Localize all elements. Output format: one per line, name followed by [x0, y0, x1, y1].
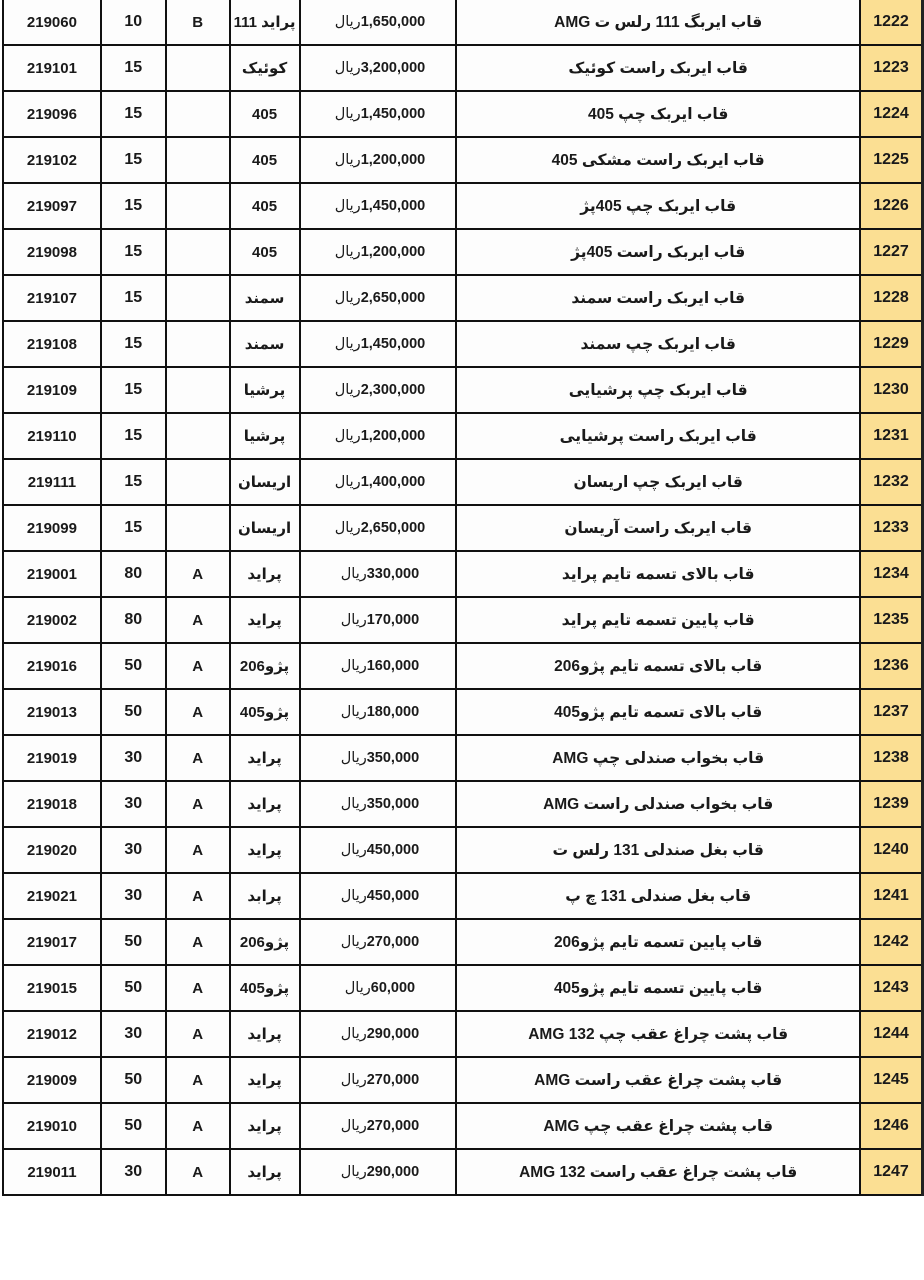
price: [300, 643, 457, 689]
row-number: 1234: [860, 551, 923, 597]
row-number: 1239: [860, 781, 923, 827]
price: [300, 781, 457, 827]
table-row: [3, 45, 923, 91]
price: [300, 0, 457, 45]
price: [300, 137, 457, 183]
table-row: [3, 1057, 923, 1103]
currency-label: ریال: [334, 474, 361, 490]
grade: A: [166, 1011, 230, 1057]
quantity: 15: [101, 367, 166, 413]
table-row: [3, 1149, 923, 1195]
row-number: 1222: [860, 0, 923, 45]
table-row: [3, 275, 923, 321]
car-model: پراید: [230, 781, 300, 827]
row-number: 1232: [860, 459, 923, 505]
car-model: پژو206: [230, 919, 300, 965]
price: [300, 827, 457, 873]
currency-label: ریال: [340, 658, 367, 674]
product-code: 219015: [3, 965, 101, 1011]
price: [300, 505, 457, 551]
row-number: 1242: [860, 919, 923, 965]
price-amount: 330,000: [366, 566, 420, 582]
table-row: [3, 689, 923, 735]
quantity: 50: [101, 643, 166, 689]
product-code: 219098: [3, 229, 101, 275]
price-amount: 1,650,000: [360, 14, 426, 30]
currency-label: ریال: [340, 566, 367, 582]
price-amount: 160,000: [366, 658, 420, 674]
table-row: [3, 413, 923, 459]
item-description: قاب بالای تسمه تایم پژو405: [456, 689, 860, 735]
grade: [166, 275, 230, 321]
currency-label: ریال: [334, 14, 361, 30]
quantity: 15: [101, 413, 166, 459]
price: [300, 689, 457, 735]
grade: A: [166, 827, 230, 873]
row-number: 1230: [860, 367, 923, 413]
price: [300, 551, 457, 597]
grade: A: [166, 643, 230, 689]
price-amount: 180,000: [366, 704, 420, 720]
table-row: [3, 781, 923, 827]
grade: [166, 229, 230, 275]
table-row: [3, 873, 923, 919]
table-row: [3, 183, 923, 229]
product-code: 219001: [3, 551, 101, 597]
price: [300, 183, 457, 229]
price-amount: 1,450,000: [360, 336, 426, 352]
price-amount: 290,000: [366, 1164, 420, 1180]
quantity: 80: [101, 597, 166, 643]
grade: [166, 505, 230, 551]
price-amount: 270,000: [366, 1072, 420, 1088]
grade: B: [166, 0, 230, 45]
grade: [166, 459, 230, 505]
item-description: قاب ایربک راست 405پژ: [456, 229, 860, 275]
grade: [166, 367, 230, 413]
product-code: 219018: [3, 781, 101, 827]
price: [300, 965, 457, 1011]
currency-label: ریال: [340, 1026, 367, 1042]
table-row: [3, 965, 923, 1011]
grade: A: [166, 1057, 230, 1103]
table-row: [3, 1103, 923, 1149]
car-model: پراید: [230, 1057, 300, 1103]
product-code: 219099: [3, 505, 101, 551]
price: [300, 919, 457, 965]
item-description: قاب پشت چراغ عقب چپ AMG 132: [456, 1011, 860, 1057]
currency-label: ریال: [340, 934, 367, 950]
table-row: [3, 827, 923, 873]
item-description: قاب ایربگ 111 رلس ت AMG: [456, 0, 860, 45]
quantity: 50: [101, 1103, 166, 1149]
price: [300, 1011, 457, 1057]
quantity: 30: [101, 1149, 166, 1195]
row-number: 1224: [860, 91, 923, 137]
quantity: 50: [101, 1057, 166, 1103]
price: [300, 459, 457, 505]
product-code: 219021: [3, 873, 101, 919]
grade: A: [166, 873, 230, 919]
currency-label: ریال: [340, 704, 367, 720]
row-number: 1241: [860, 873, 923, 919]
grade: [166, 91, 230, 137]
price-amount: 2,650,000: [360, 520, 426, 536]
quantity: 15: [101, 275, 166, 321]
car-model: پراید: [230, 597, 300, 643]
quantity: 50: [101, 965, 166, 1011]
row-number: 1243: [860, 965, 923, 1011]
currency-label: ریال: [334, 152, 361, 168]
quantity: 30: [101, 781, 166, 827]
quantity: 15: [101, 321, 166, 367]
price-list-table: [2, 0, 924, 1196]
item-description: قاب ایربک راست کوئیک: [456, 45, 860, 91]
product-code: 219020: [3, 827, 101, 873]
price-amount: 1,200,000: [360, 244, 426, 260]
item-description: قاب ایربک چپ اریسان: [456, 459, 860, 505]
price-amount: 170,000: [366, 612, 420, 628]
price-amount: 270,000: [366, 934, 420, 950]
car-model: 405: [230, 91, 300, 137]
product-code: 219017: [3, 919, 101, 965]
car-model: اریسان: [230, 459, 300, 505]
price-amount: 3,200,000: [360, 60, 426, 76]
grade: [166, 321, 230, 367]
table-row: [3, 0, 923, 45]
car-model: پژو405: [230, 689, 300, 735]
grade: [166, 413, 230, 459]
product-code: 219009: [3, 1057, 101, 1103]
currency-label: ریال: [340, 612, 367, 628]
car-model: پراید: [230, 1011, 300, 1057]
row-number: 1237: [860, 689, 923, 735]
currency-label: ریال: [340, 888, 367, 904]
currency-label: ریال: [334, 290, 361, 306]
quantity: 15: [101, 137, 166, 183]
currency-label: ریال: [340, 842, 367, 858]
item-description: قاب بخواب صندلی راست AMG: [456, 781, 860, 827]
currency-label: ریال: [334, 382, 361, 398]
product-code: 219111: [3, 459, 101, 505]
price-amount: 1,200,000: [360, 152, 426, 168]
price-amount: 450,000: [366, 842, 420, 858]
quantity: 15: [101, 229, 166, 275]
item-description: قاب پشت چراغ عقب راست AMG: [456, 1057, 860, 1103]
price: [300, 1149, 457, 1195]
currency-label: ریال: [334, 336, 361, 352]
product-code: 219019: [3, 735, 101, 781]
product-code: 219101: [3, 45, 101, 91]
quantity: 15: [101, 91, 166, 137]
item-description: قاب بالای تسمه تایم پراید: [456, 551, 860, 597]
quantity: 15: [101, 183, 166, 229]
grade: A: [166, 1149, 230, 1195]
table-row: [3, 505, 923, 551]
grade: A: [166, 965, 230, 1011]
price-amount: 1,450,000: [360, 198, 426, 214]
item-description: قاب ایربک راست آریسان: [456, 505, 860, 551]
product-code: 219109: [3, 367, 101, 413]
price-amount: 60,000: [370, 980, 416, 996]
row-number: 1244: [860, 1011, 923, 1057]
grade: A: [166, 781, 230, 827]
car-model: پژو206: [230, 643, 300, 689]
row-number: 1240: [860, 827, 923, 873]
car-model: پراید: [230, 735, 300, 781]
price-amount: 270,000: [366, 1118, 420, 1134]
quantity: 50: [101, 919, 166, 965]
price: [300, 1057, 457, 1103]
row-number: 1227: [860, 229, 923, 275]
currency-label: ریال: [334, 520, 361, 536]
price: [300, 413, 457, 459]
quantity: 50: [101, 689, 166, 735]
row-number: 1245: [860, 1057, 923, 1103]
car-model: پراید: [230, 1103, 300, 1149]
row-number: 1236: [860, 643, 923, 689]
quantity: 10: [101, 0, 166, 45]
table-row: [3, 137, 923, 183]
currency-label: ریال: [340, 796, 367, 812]
item-description: قاب پایین تسمه تایم پژو206: [456, 919, 860, 965]
grade: A: [166, 597, 230, 643]
row-number: 1226: [860, 183, 923, 229]
row-number: 1238: [860, 735, 923, 781]
car-model: سمند: [230, 275, 300, 321]
price-amount: 1,400,000: [360, 474, 426, 490]
price-amount: 350,000: [366, 750, 420, 766]
item-description: قاب پشت چراغ عقب راست AMG 132: [456, 1149, 860, 1195]
currency-label: ریال: [334, 428, 361, 444]
item-description: قاب ایربک چپ سمند: [456, 321, 860, 367]
table-row: [3, 367, 923, 413]
product-code: 219108: [3, 321, 101, 367]
price-amount: 2,650,000: [360, 290, 426, 306]
product-code: 219097: [3, 183, 101, 229]
product-code: 219107: [3, 275, 101, 321]
row-number: 1231: [860, 413, 923, 459]
price: [300, 229, 457, 275]
price: [300, 735, 457, 781]
row-number: 1246: [860, 1103, 923, 1149]
currency-label: ریال: [340, 1118, 367, 1134]
price-amount: 1,200,000: [360, 428, 426, 444]
grade: [166, 45, 230, 91]
grade: A: [166, 689, 230, 735]
item-description: قاب ایربک چپ پرشیایی: [456, 367, 860, 413]
price: [300, 367, 457, 413]
car-model: پرشیا: [230, 367, 300, 413]
price: [300, 45, 457, 91]
product-code: 219102: [3, 137, 101, 183]
car-model: سمند: [230, 321, 300, 367]
table-row: [3, 643, 923, 689]
row-number: 1223: [860, 45, 923, 91]
row-number: 1225: [860, 137, 923, 183]
table-row: [3, 551, 923, 597]
grade: [166, 137, 230, 183]
price-amount: 1,450,000: [360, 106, 426, 122]
item-description: قاب پایین تسمه تایم پراید: [456, 597, 860, 643]
car-model: 405: [230, 229, 300, 275]
car-model: 405: [230, 183, 300, 229]
item-description: قاب بغل صندلی 131 رلس ت: [456, 827, 860, 873]
item-description: قاب بخواب صندلی چپ AMG: [456, 735, 860, 781]
price: [300, 275, 457, 321]
price-list-body: [3, 0, 923, 1195]
currency-label: ریال: [344, 980, 371, 996]
product-code: 219011: [3, 1149, 101, 1195]
currency-label: ریال: [334, 60, 361, 76]
car-model: اریسان: [230, 505, 300, 551]
car-model: پراید: [230, 551, 300, 597]
quantity: 15: [101, 45, 166, 91]
price: [300, 321, 457, 367]
price: [300, 1103, 457, 1149]
item-description: قاب ایربک راست سمند: [456, 275, 860, 321]
grade: A: [166, 919, 230, 965]
grade: A: [166, 1103, 230, 1149]
car-model: پرشیا: [230, 413, 300, 459]
table-row: [3, 1011, 923, 1057]
item-description: قاب ایربک چپ 405پژ: [456, 183, 860, 229]
item-description: قاب ایربک چپ 405: [456, 91, 860, 137]
product-code: 219013: [3, 689, 101, 735]
product-code: 219012: [3, 1011, 101, 1057]
product-code: 219096: [3, 91, 101, 137]
table-row: [3, 735, 923, 781]
price: [300, 597, 457, 643]
price: [300, 873, 457, 919]
car-model: پرابد: [230, 873, 300, 919]
currency-label: ریال: [340, 750, 367, 766]
product-code: 219010: [3, 1103, 101, 1149]
currency-label: ریال: [340, 1164, 367, 1180]
row-number: 1228: [860, 275, 923, 321]
quantity: 30: [101, 827, 166, 873]
row-number: 1233: [860, 505, 923, 551]
price-amount: 350,000: [366, 796, 420, 812]
currency-label: ریال: [334, 198, 361, 214]
car-model: 405: [230, 137, 300, 183]
quantity: 80: [101, 551, 166, 597]
table-row: [3, 229, 923, 275]
price-amount: 2,300,000: [360, 382, 426, 398]
row-number: 1229: [860, 321, 923, 367]
product-code: 219110: [3, 413, 101, 459]
row-number: 1235: [860, 597, 923, 643]
table-row: [3, 919, 923, 965]
quantity: 15: [101, 459, 166, 505]
product-code: 219060: [3, 0, 101, 45]
car-model: پراید: [230, 827, 300, 873]
price: [300, 91, 457, 137]
table-row: [3, 459, 923, 505]
currency-label: ریال: [334, 244, 361, 260]
product-code: 219002: [3, 597, 101, 643]
quantity: 30: [101, 873, 166, 919]
grade: [166, 183, 230, 229]
product-code: 219016: [3, 643, 101, 689]
quantity: 15: [101, 505, 166, 551]
item-description: قاب بالای تسمه تایم پژو206: [456, 643, 860, 689]
table-row: [3, 321, 923, 367]
item-description: قاب پشت چراغ عقب چپ AMG: [456, 1103, 860, 1149]
table-row: [3, 91, 923, 137]
currency-label: ریال: [340, 1072, 367, 1088]
car-model: پراید 111: [230, 0, 300, 45]
car-model: پراید: [230, 1149, 300, 1195]
row-number: 1247: [860, 1149, 923, 1195]
grade: A: [166, 735, 230, 781]
car-model: کوئیک: [230, 45, 300, 91]
car-model: پژو405: [230, 965, 300, 1011]
price-amount: 290,000: [366, 1026, 420, 1042]
quantity: 30: [101, 735, 166, 781]
currency-label: ریال: [334, 106, 361, 122]
table-row: [3, 597, 923, 643]
item-description: قاب ایربک راست مشکی 405: [456, 137, 860, 183]
item-description: قاب ایربک راست پرشیایی: [456, 413, 860, 459]
item-description: قاب پایین تسمه تایم پژو405: [456, 965, 860, 1011]
grade: A: [166, 551, 230, 597]
item-description: قاب بغل صندلی 131 چ پ: [456, 873, 860, 919]
quantity: 30: [101, 1011, 166, 1057]
price-amount: 450,000: [366, 888, 420, 904]
